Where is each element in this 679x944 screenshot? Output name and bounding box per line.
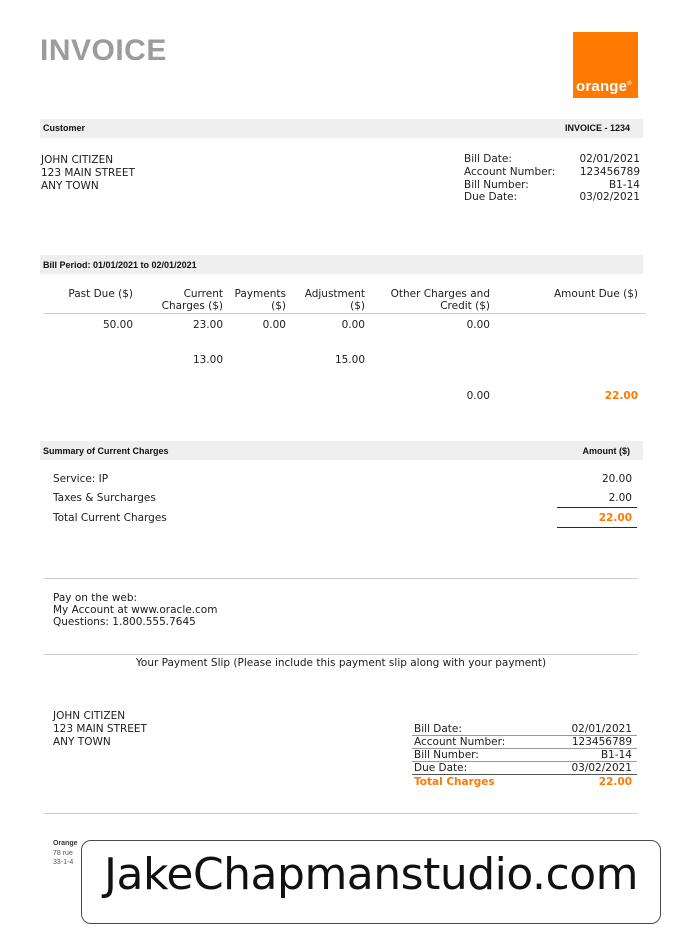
customer-name: JOHN CITIZEN xyxy=(41,154,114,166)
row2-current: 13.00 xyxy=(192,354,223,366)
bill-number-value: B1-14 xyxy=(608,179,640,191)
header-adjustment-l2: ($) xyxy=(350,300,365,312)
divider xyxy=(44,654,638,655)
slip-bill-date-label: Bill Date: xyxy=(414,723,462,735)
total-current-charges-amount: 22.00 xyxy=(598,512,632,524)
slip-total-label: Total Charges xyxy=(414,776,495,788)
watermark-banner xyxy=(81,840,661,924)
orange-logo xyxy=(573,32,638,98)
slip-bill-number-value: B1-14 xyxy=(600,749,632,761)
slip-total-value: 22.00 xyxy=(598,776,632,788)
header-other-l1: Other Charges and xyxy=(390,288,490,300)
bill-date-value: 02/01/2021 xyxy=(579,153,640,165)
table-header-divider xyxy=(44,313,646,314)
divider xyxy=(44,578,638,579)
row1-other: 0.00 xyxy=(466,319,490,331)
row1-payments: 0.00 xyxy=(262,319,286,331)
customer-town: ANY TOWN xyxy=(41,180,99,192)
total-rule-top xyxy=(557,507,637,508)
row3-other: 0.00 xyxy=(466,390,490,402)
row1-past-due: 50.00 xyxy=(102,319,133,331)
amount-due-total: 22.00 xyxy=(604,390,638,402)
footer-phone: 33-1-4 xyxy=(53,859,74,866)
slip-bill-date-value: 02/01/2021 xyxy=(571,723,632,735)
slip-account-number-value: 123456789 xyxy=(571,736,632,748)
header-current-l1: Current xyxy=(183,288,223,300)
customer-bar-label: Customer xyxy=(43,123,86,133)
due-date-label: Due Date: xyxy=(464,191,518,203)
header-adjustment-l1: Adjustment xyxy=(304,288,365,300)
summary-amount-header: Amount ($) xyxy=(582,446,630,456)
account-number-value: 123456789 xyxy=(579,166,640,178)
invoice-title: INVOICE xyxy=(40,34,167,67)
summary-item-label: Service: IP xyxy=(53,473,109,485)
pay-web-account: My Account at www.oracle.com xyxy=(53,604,218,616)
summary-item-amount: 20.00 xyxy=(601,473,632,485)
watermark-text: JakeChapmanstudio.com xyxy=(104,849,638,900)
slip-due-date-value: 03/02/2021 xyxy=(571,762,632,774)
summary-item-label: Taxes & Surcharges xyxy=(53,492,156,504)
slip-account-number-label: Account Number: xyxy=(414,736,506,748)
total-rule-bottom xyxy=(557,527,637,528)
account-number-label: Account Number: xyxy=(464,166,556,178)
slip-due-date-label: Due Date: xyxy=(414,762,468,774)
total-current-charges-label: Total Current Charges xyxy=(53,512,167,524)
footer-company: Orange xyxy=(53,840,78,847)
header-current-l2: Charges ($) xyxy=(161,300,223,312)
slip-row-divider xyxy=(412,774,637,775)
footer-address: 78 rue xyxy=(53,850,73,857)
logo-text: orange® xyxy=(576,78,632,95)
bill-period-label: Bill Period: 01/01/2021 to 02/01/2021 xyxy=(43,260,197,270)
header-other-l2: Credit ($) xyxy=(440,300,490,312)
slip-customer-town: ANY TOWN xyxy=(53,736,111,748)
header-payments-l2: ($) xyxy=(271,300,286,312)
slip-customer-street: 123 MAIN STREET xyxy=(53,723,147,735)
due-date-value: 03/02/2021 xyxy=(579,191,640,203)
header-amount-due: Amount Due ($) xyxy=(553,288,638,300)
summary-item-amount: 2.00 xyxy=(608,492,632,504)
invoice-number: INVOICE - 1234 xyxy=(564,123,630,133)
customer-street: 123 MAIN STREET xyxy=(41,167,135,179)
payment-slip-title: Your Payment Slip (Please include this payment slip along with your payment) xyxy=(135,657,547,669)
slip-customer-name: JOHN CITIZEN xyxy=(53,710,126,722)
row2-adjustment: 15.00 xyxy=(334,354,365,366)
slip-bill-number-label: Bill Number: xyxy=(414,749,479,761)
bill-number-label: Bill Number: xyxy=(464,179,529,191)
bill-date-label: Bill Date: xyxy=(464,153,512,165)
row1-current: 23.00 xyxy=(192,319,223,331)
summary-title: Summary of Current Charges xyxy=(43,446,169,456)
questions-phone: Questions: 1.800.555.7645 xyxy=(53,616,196,628)
row1-adjustment: 0.00 xyxy=(341,319,365,331)
pay-web-label: Pay on the web: xyxy=(53,592,138,604)
header-payments-l1: Payments xyxy=(234,288,286,300)
header-past-due: Past Due ($) xyxy=(68,288,133,300)
divider xyxy=(44,813,638,814)
